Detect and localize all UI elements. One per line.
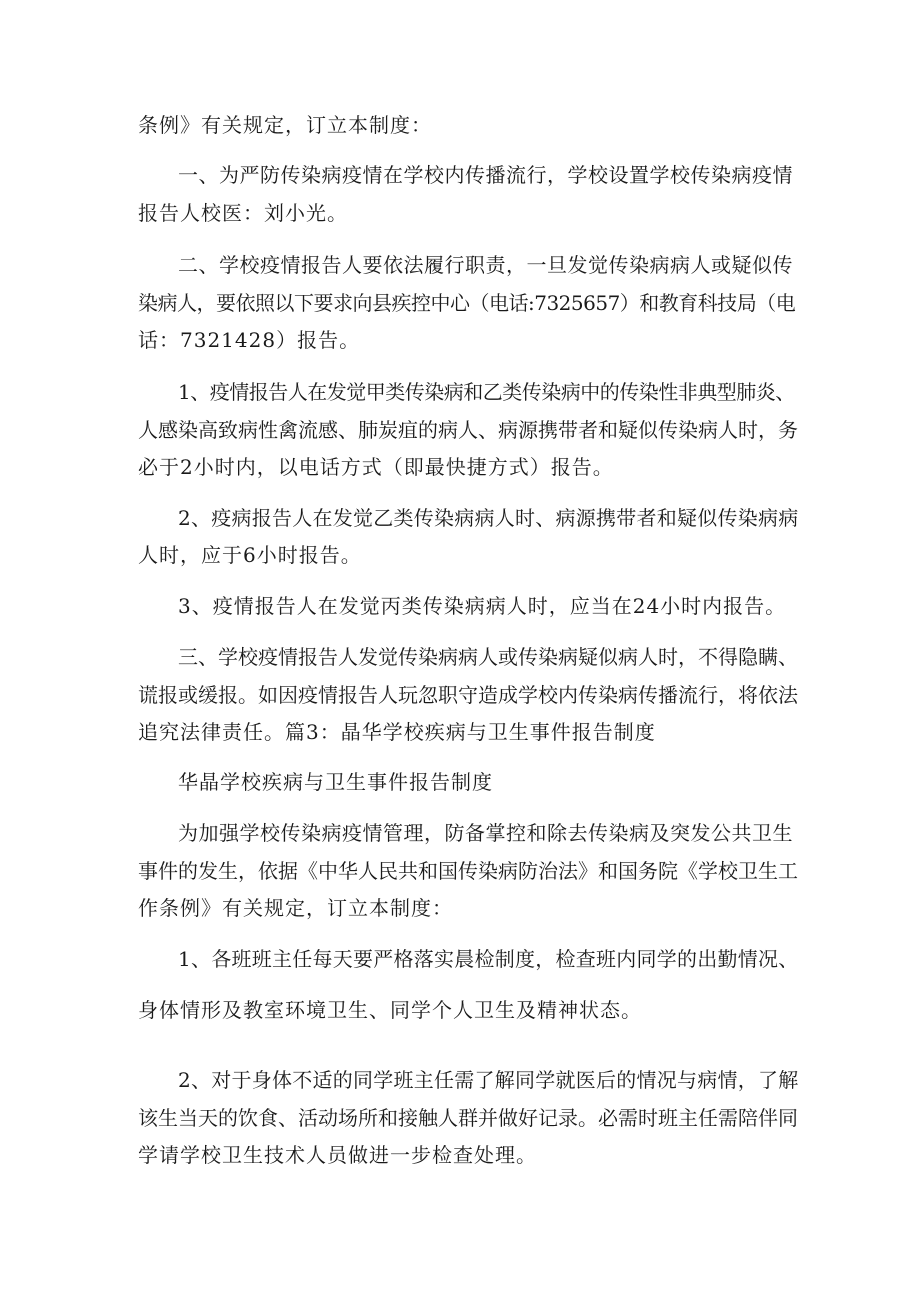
text-line: 2、疫病报告人在发觉乙类传染病病人时、病源携带者和疑似传染病病 [178, 506, 799, 530]
text-line: 作条例》有关规定，订立本制度： [138, 896, 453, 920]
text-line: 必于2小时内，以电话方式（即最快捷方式）报告。 [138, 455, 614, 479]
text-line: 身体情形及教室环境卫生、同学个人卫生及精神状态。 [138, 998, 642, 1022]
text-line: 谎报或缓报。如因疫情报告人玩忽职守造成学校内传染病传播流行，将依法 [138, 683, 798, 707]
text-line: 事件的发生，依据《中华人民共和国传染病防治法》和国务院《学校卫生工 [138, 859, 798, 883]
text-line: 1、疫情报告人在发觉甲类传染病和乙类传染病中的传染性非典型肺炎、 [178, 380, 795, 404]
text-line: 2、对于身体不适的同学班主任需了解同学就医后的情况与病情，了解 [178, 1068, 799, 1092]
text-line: 人时，应于6小时报告。 [138, 543, 362, 567]
text-line: 条例》有关规定，订立本制度： [138, 113, 432, 137]
text-line: 报告人校医：刘小光。 [138, 201, 348, 225]
text-line: 一、为严防传染病疫情在学校内传播流行，学校设置学校传染病疫情 [178, 163, 793, 187]
text-line: 三、学校疫情报告人发觉传染病病人或传染病疑似病人时，不得隐瞒、 [178, 645, 798, 669]
text-line: 为加强学校传染病疫情管理，防备掌控和除去传染病及突发公共卫生 [178, 821, 793, 845]
text-line: 学请学校卫生技术人员做进一步检查处理。 [138, 1143, 537, 1167]
text-line: 二、学校疫情报告人要依法履行职责，一旦发觉传染病病人或疑似传 [178, 253, 793, 277]
text-line: 华晶学校疾病与卫生事件报告制度 [178, 770, 493, 794]
text-line: 1、各班班主任每天要严格落实晨检制度，检查班内同学的出勤情况、 [178, 947, 799, 971]
text-line: 3、疫情报告人在发觉丙类传染病病人时，应当在24小时内报告。 [178, 594, 787, 618]
text-line: 染病人，要依照以下要求向县疾控中心（电话:7325657）和教育科技局（电 [138, 291, 796, 315]
text-line: 人感染高致病性禽流感、肺炭疽的病人、病源携带者和疑似传染病人时，务 [138, 418, 798, 442]
text-line: 该生当天的饮食、活动场所和接触人群并做好记录。必需时班主任需陪伴同 [138, 1106, 798, 1130]
text-line: 话：7321428）报告。 [138, 328, 361, 352]
text-line: 追究法律责任。篇3：晶华学校疾病与卫生事件报告制度 [138, 720, 656, 744]
